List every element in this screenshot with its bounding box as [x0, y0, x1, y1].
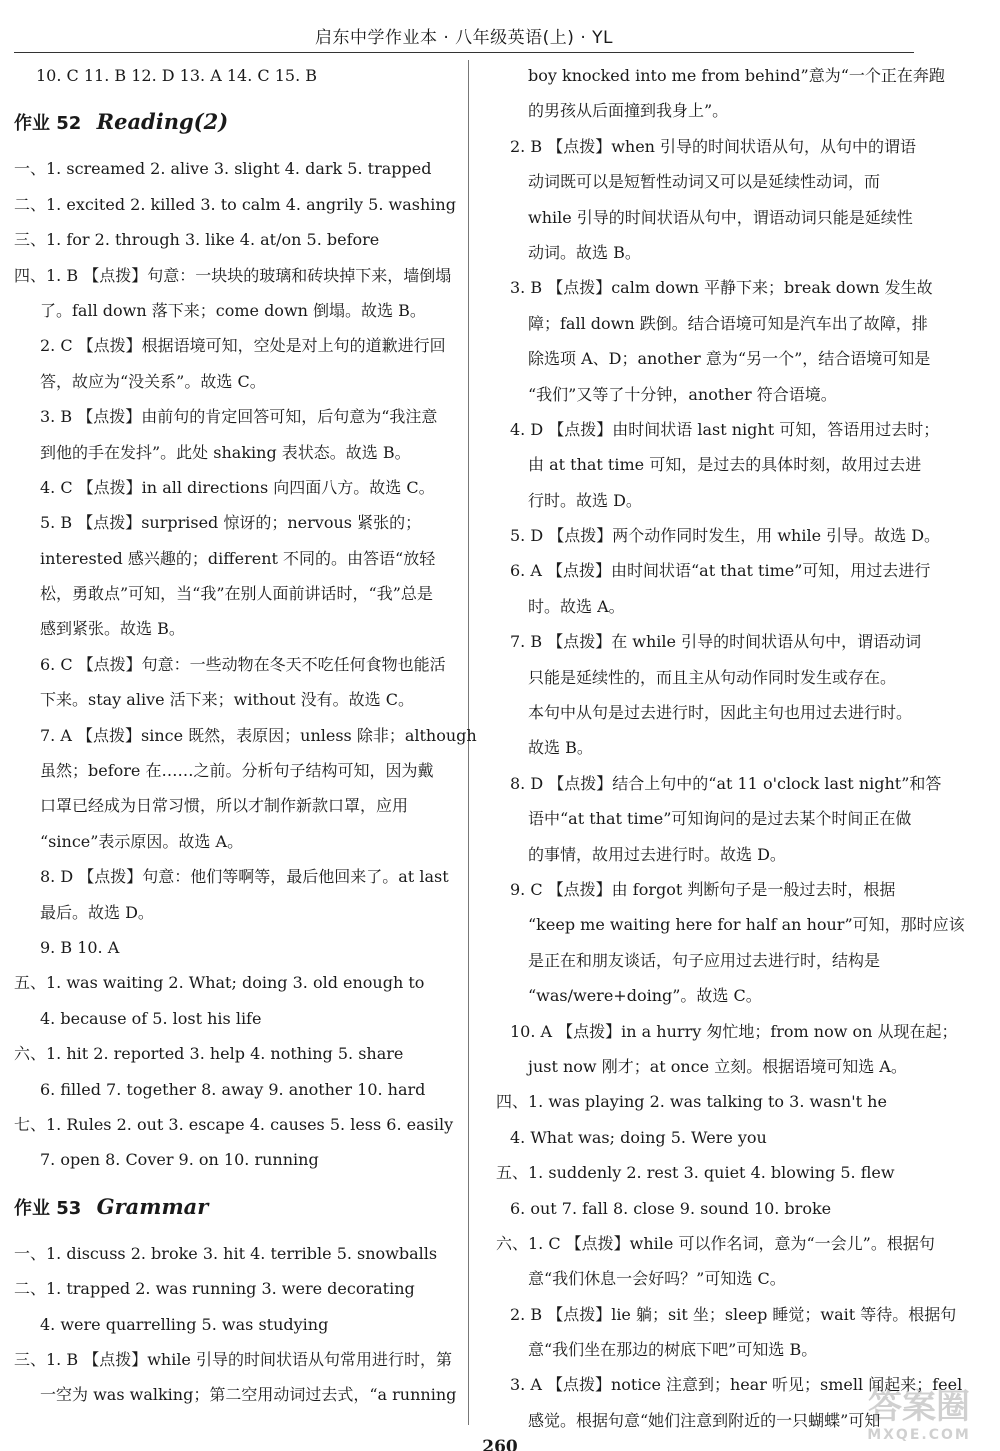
text-line: 的事情，故用过去进行时。故选 D。 [528, 844, 786, 864]
text-line: “我们”又等了十分钟，another 符合语境。 [528, 384, 837, 404]
watermark-subtext: MXQE.COM [867, 1427, 971, 1443]
text-line: 除选项 A、D；another 意为“另一个”，结合语境可知是 [528, 349, 931, 369]
text-line: 7. open 8. Cover 9. on 10. running [40, 1150, 319, 1170]
text-line: 二、1. excited 2. killed 3. to calm 4. angrily 5. washing [14, 194, 456, 214]
text-line: interested 感兴趣的；different 不同的。由答语“放轻 [40, 548, 436, 568]
text-line: boy knocked into me from behind”意为“一个正在奔跑 [528, 66, 945, 85]
text-line: 五、1. suddenly 2. rest 3. quiet 4. blowing 5. flew [496, 1163, 895, 1183]
text-line: 的男孩从后面撞到我身上”。 [528, 101, 729, 121]
text-line: 10. C 11. B 12. D 13. A 14. C 15. B [36, 66, 317, 85]
text-line: 8. D 【点拨】句意：他们等啊等，最后他回来了。at last [40, 867, 449, 887]
text-line: 口罩已经成为日常习惯，所以才制作新款口罩，应用 [40, 796, 409, 816]
text-line: 由 at that time 可知，是过去的具体时刻，故用过去进 [528, 455, 922, 475]
text-line: just now 刚才；at once 立刻。根据语境可知选 A。 [528, 1056, 907, 1076]
text-line: 5. D 【点拨】两个动作同时发生，用 while 引导。故选 D。 [510, 526, 941, 546]
text-line: 四、1. was playing 2. was talking to 3. wasn't he [496, 1092, 887, 1112]
section-title: Grammar [96, 1193, 209, 1219]
text-line: 三、1. B 【点拨】while 引导的时间状语从句常用进行时，第 [14, 1349, 452, 1369]
text-line: 4. D 【点拨】由时间状语 last night 可知，答语用过去时； [510, 419, 940, 439]
text-line: 4. were quarrelling 5. was studying [40, 1314, 329, 1334]
text-line: “keep me waiting here for half an hour”可知，那时应该 [528, 915, 965, 935]
text-line: 四、1. B 【点拨】句意：一块块的玻璃和砖块掉下来，墙倒塌 [14, 265, 452, 285]
text-line: 一空为 was walking；第二空用动词过去式，“a running [40, 1385, 457, 1405]
section-prefix: 作业 52 [14, 113, 82, 135]
text-line: 三、1. for 2. through 3. like 4. at/on 5. before [14, 230, 380, 250]
text-line: 3. A 【点拨】notice 注意到；hear 听见；smell 闻起来；feel [510, 1375, 963, 1395]
watermark-logo [844, 1387, 994, 1449]
page-number: 260 [482, 1437, 518, 1451]
text-line: 障；fall down 跌倒。结合语境可知是汽车出了故障，排 [528, 313, 928, 333]
text-line: “since”表示原因。故选 A。 [40, 831, 244, 851]
text-line: 本句中从句是过去进行时，因此主句也用过去进行时。 [528, 703, 913, 723]
text-line: 松，勇敢点”可知，当“我”在别人面前讲话时，“我”总是 [40, 584, 433, 604]
section-title: Reading(2) [96, 109, 229, 135]
section-heading-52 [14, 93, 469, 151]
text-line: 感觉。根据句意“她们注意到附近的一只蝴蝶”可知 [528, 1410, 881, 1430]
left-column [14, 58, 477, 1413]
text-line: 6. C 【点拨】句意：一些动物在冬天不吃任何食物也能活 [40, 654, 446, 674]
text-line: 10. A 【点拨】in a hurry 匆忙地；from now on 从现在起； [510, 1021, 958, 1041]
text-line: 答，故应为“没关系”。故选 C。 [40, 371, 266, 391]
text-line: 意“我们休息一会好吗？”可知选 C。 [528, 1269, 786, 1289]
text-line: 6. out 7. fall 8. close 9. sound 10. broke [510, 1198, 832, 1218]
text-line: 语中“at that time”可知询问的是过去某个时间正在做 [528, 809, 912, 829]
text-line: 六、1. hit 2. reported 3. help 4. nothing 5. share [14, 1044, 404, 1064]
text-line: 6. A 【点拨】由时间状语“at that time”可知，用过去进行 [510, 561, 931, 581]
text-line: 9. C 【点拨】由 forgot 判断句子是一般过去时，根据 [510, 879, 896, 899]
text-line: 4. What was; doing 5. Were you [510, 1127, 767, 1147]
watermark-text: 答案圈 [868, 1387, 970, 1427]
text-line: 一、1. discuss 2. broke 3. hit 4. terrible 5. snowballs [14, 1243, 438, 1263]
text-line: 二、1. trapped 2. was running 3. were decorating [14, 1279, 415, 1299]
text-line: 4. because of 5. lost his life [40, 1008, 262, 1028]
text-line: 7. A 【点拨】since 既然，表原因；unless 除非；although [40, 725, 477, 745]
text-line: 9. B 10. A [40, 937, 120, 957]
text-line: 4. C 【点拨】in all directions 向四面八方。故选 C。 [40, 477, 435, 497]
text-line: 3. B 【点拨】calm down 平静下来；break down 发生故 [510, 278, 933, 298]
text-line: 时。故选 A。 [528, 596, 625, 616]
text-line: 2. C 【点拨】根据语境可知，空处是对上句的道歉进行回 [40, 336, 446, 356]
text-line: “was/were+doing”。故选 C。 [528, 986, 762, 1006]
text-line: 7. B 【点拨】在 while 引导的时间状语从句中，谓语动词 [510, 632, 922, 652]
text-line: while 引导的时间状语从句中，谓语动词只能是延续性 [528, 207, 913, 227]
text-line: 五、1. was waiting 2. What; doing 3. old enough to [14, 973, 425, 993]
text-line: 6. filled 7. together 8. away 9. another 10. hard [40, 1079, 426, 1099]
text-line: 最后。故选 D。 [40, 902, 154, 922]
section-prefix: 作业 53 [14, 1197, 82, 1219]
text-line: 只能是延续性的，而且主从句动作同时发生或存在。 [528, 667, 897, 687]
text-line: 意“我们坐在那边的树底下吧”可知选 B。 [528, 1340, 818, 1360]
text-line: 一、1. screamed 2. alive 3. slight 4. dark 5. trapped [14, 159, 432, 179]
text-line: 动词既可以是短暂性动词又可以是延续性动词，而 [528, 172, 881, 192]
text-line: 下来。stay alive 活下来；without 没有。故选 C。 [40, 690, 415, 710]
text-line: 行时。故选 D。 [528, 490, 642, 510]
text-line: 七、1. Rules 2. out 3. escape 4. causes 5. less 6. easily [14, 1114, 454, 1134]
text-line: 感到紧张。故选 B。 [40, 619, 185, 639]
text-line: 3. B 【点拨】由前句的肯定回答可知，后句意为“我注意 [40, 407, 438, 427]
text-line: 动词。故选 B。 [528, 242, 641, 262]
text-line: 虽然；before 在……之前。分析句子结构可知，因为戴 [40, 761, 434, 781]
text-line: 5. B 【点拨】surprised 惊讶的；nervous 紧张的； [40, 513, 422, 533]
header-title: 启东中学作业本 · 八年级英语(上) · YL [314, 27, 614, 48]
text-line: 到他的手在发抖”。此处 shaking 表状态。故选 B。 [40, 442, 411, 462]
text-line: 六、1. C 【点拨】while 可以作名词，意为“一会儿”。根据句 [496, 1233, 935, 1253]
text-line: 2. B 【点拨】when 引导的时间状语从句，从句中的谓语 [510, 136, 917, 156]
text-line: 8. D 【点拨】结合上句中的“at 11 o'clock last night”和答 [510, 773, 942, 793]
text-line: 2. B 【点拨】lie 躺；sit 坐；sleep 睡觉；wait 等待。根据句 [510, 1304, 957, 1324]
text-line: 故选 B。 [528, 738, 593, 758]
text-line: 是正在和朋友谈话，句子应用过去进行时，结构是 [528, 950, 881, 970]
page-header [14, 18, 914, 53]
section-heading-53 [14, 1178, 469, 1236]
text-line: 了。fall down 落下来；come down 倒塌。故选 B。 [40, 300, 426, 320]
